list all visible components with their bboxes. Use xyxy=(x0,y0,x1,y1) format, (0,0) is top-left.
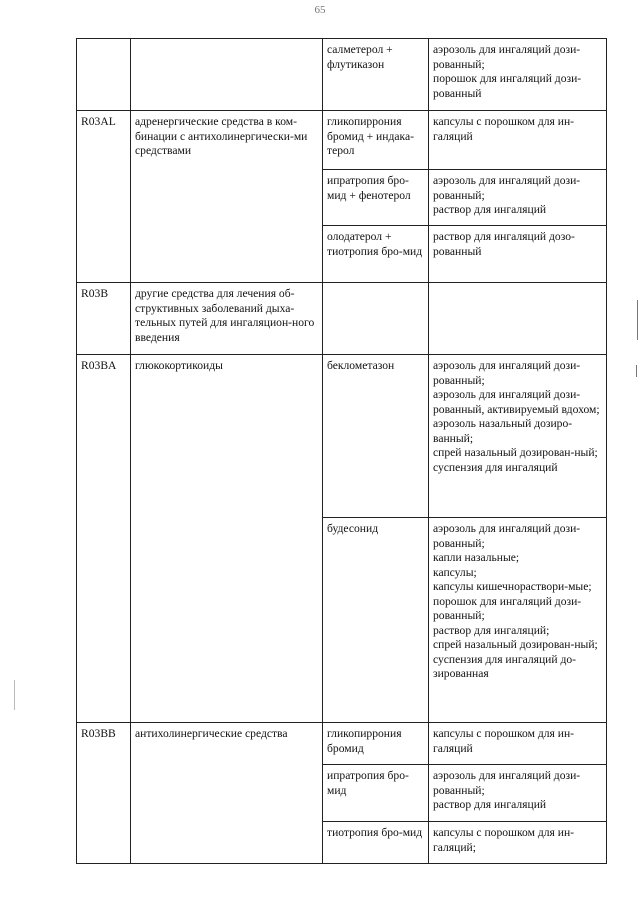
group-cell: другие средства для лечения об-структивных заболеваний дыха-тельных путей для ингаляцион-ного введения xyxy=(131,283,323,355)
dosage-form: порошок для ингаляций дози-рованный xyxy=(433,72,582,100)
table-row xyxy=(77,723,607,765)
dosage-form: аэрозоль для ингаляций дози-рованный, активируемый вдохом; xyxy=(433,388,600,416)
table-row xyxy=(77,111,607,170)
drug-name-cell: олодатерол + тиотропия бро-мид xyxy=(323,226,429,283)
scan-artifact xyxy=(14,680,15,710)
dosage-form: аэрозоль для ингаляций дози-рованный; xyxy=(433,43,581,71)
dosage-form: раствор для ингаляций xyxy=(433,203,547,216)
atc-code-cell: R03BA xyxy=(77,355,131,723)
dosage-form: спрей назальный дозирован-ный; xyxy=(433,446,598,459)
dosage-form-cell xyxy=(429,822,607,864)
dosage-form: аэрозоль для ингаляций дози-рованный; xyxy=(433,359,581,387)
dosage-form-cell xyxy=(429,226,607,283)
drug-name-cell: гликопиррония бромид + индака-терол xyxy=(323,111,429,170)
dosage-form-cell xyxy=(429,355,607,518)
atc-code-cell: R03BB xyxy=(77,723,131,864)
dosage-form: раствор для ингаляций дозо-рованный xyxy=(433,230,575,258)
drug-name-cell: салметерол + флутиказон xyxy=(323,39,429,111)
dosage-form: капли назальные; xyxy=(433,551,520,564)
dosage-form: суспензия для ингаляций xyxy=(433,460,558,474)
dosage-form: аэрозоль для ингаляций дози-рованный; xyxy=(433,522,581,550)
dosage-form-cell xyxy=(429,765,607,822)
dosage-form: аэрозоль для ингаляций дози-рованный; xyxy=(433,769,581,797)
scan-artifact xyxy=(636,365,637,377)
group-cell: глюкокортикоиды xyxy=(131,355,323,723)
dosage-form: спрей назальный дозирован-ный; xyxy=(433,638,598,651)
dosage-form: суспензия для ингаляций до-зированная xyxy=(433,652,577,680)
group-cell: антихолинергические средства xyxy=(131,723,323,864)
drug-name-cell: ипратропия бро-мид xyxy=(323,765,429,822)
drug-name-cell xyxy=(323,283,429,355)
atc-code-cell: R03AL xyxy=(77,111,131,283)
drug-table xyxy=(76,38,607,864)
table-row xyxy=(77,283,607,355)
drug-name-cell: будесонид xyxy=(323,518,429,723)
dosage-form-cell xyxy=(429,518,607,723)
dosage-form-cell xyxy=(429,111,607,170)
dosage-form: капсулы с порошком для ин-галяций xyxy=(433,115,575,143)
dosage-form: аэрозоль для ингаляций дози-рованный; xyxy=(433,174,581,202)
dosage-form: капсулы; xyxy=(433,565,477,579)
drug-name-cell: ипратропия бро-мид + фенотерол xyxy=(323,170,429,226)
dosage-form: порошок для ингаляций дози-рованный; xyxy=(433,594,582,622)
dosage-form-cell xyxy=(429,723,607,765)
scan-artifact xyxy=(637,300,638,340)
drug-name-cell: тиотропия бро-мид xyxy=(323,822,429,864)
dosage-form-cell xyxy=(429,39,607,111)
atc-code-cell: R03B xyxy=(77,283,131,355)
dosage-form: аэрозоль назальный дозиро-ванный; xyxy=(433,417,573,445)
drug-name-cell: беклометазон xyxy=(323,355,429,518)
dosage-form: раствор для ингаляций xyxy=(433,798,547,811)
table-row xyxy=(77,355,607,518)
drug-name-cell: гликопиррония бромид xyxy=(323,723,429,765)
dosage-form-cell xyxy=(429,283,607,355)
atc-code-cell xyxy=(77,39,131,111)
dosage-form: капсулы с порошком для ин-галяций; xyxy=(433,826,575,854)
group-cell: адренергические средства в ком-бинации с антихолинергически-ми средствами xyxy=(131,111,323,283)
dosage-form: капсулы с порошком для ин-галяций xyxy=(433,727,575,755)
dosage-form: раствор для ингаляций; xyxy=(433,623,550,637)
page-number: 65 xyxy=(314,4,326,16)
dosage-form: капсулы кишечнораствори-мые; xyxy=(433,580,592,593)
group-cell xyxy=(131,39,323,111)
dosage-form-cell xyxy=(429,170,607,226)
table-row xyxy=(77,39,607,111)
